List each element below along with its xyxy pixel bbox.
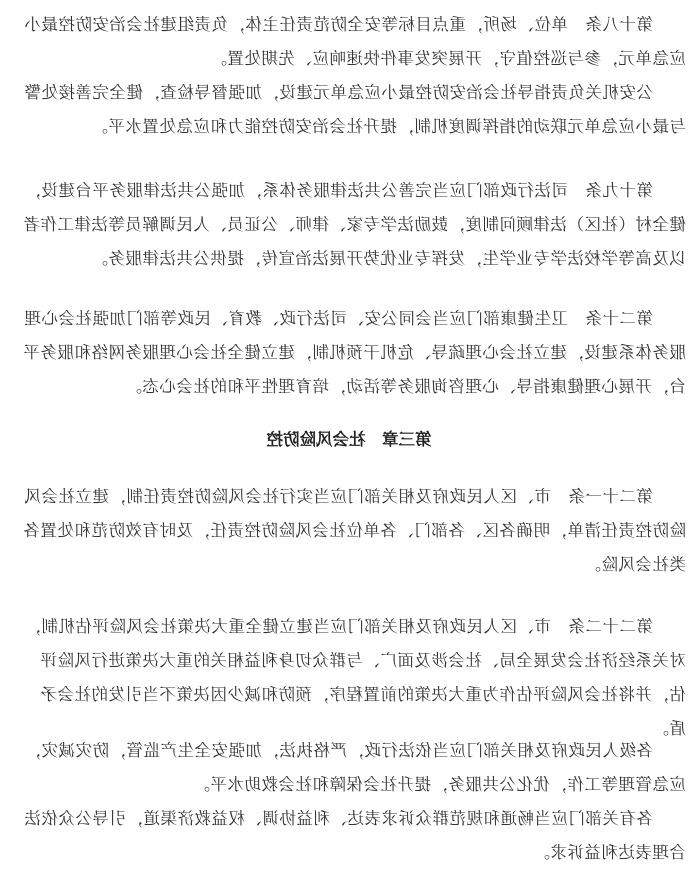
article-20-paragraph: 第二十条 卫生健康部门应当会同公安、司法行政、教育、民政等部门加强社会心理服务体系建设，建立社会心理疏导、危机干预机制，建立健全社会心理服务网络和服务平台，开展心理健康指导、心理咨询服务等活动，培育理性平和的社会心态。 (23, 309, 686, 396)
article-22-paragraph: 第二十二条 市、区人民政府及相关部门应当建立健全重大决策社会风险评估机制，对关系经济社会发展全局、社会涉及面广、与群众切身利益相关的重大决策进行风险评估，并将社会风险评估作为重大决策的前置程序，预防和减少因决策不当引发的社会矛盾。 (24, 617, 686, 738)
chapter-heading: 第三章 社会风险防控 (266, 430, 432, 449)
article-19-paragraph: 第十九条 司法行政部门应当完善公共法律服务体系，加强公共法律服务平台建设，健全村（社区）法律顾问制度，鼓励法学专家、律师、公证员、人民调解员等法律工作者以及高等学校法学专业学生，发挥专业优势开展法治宣传，提供公共法律服务。 (23, 181, 686, 268)
public-appeals-paragraph: 各有关部门应当畅通和规范群众诉求表达、利益协调、权益救济渠道，引导公众依法合理表达利益诉求。 (24, 809, 686, 862)
government-duties-paragraph: 各级人民政府及相关部门应当依法行政，严格执法，加强安全生产监管，防灾减灾，应急管理等工作，优化公共服务，提升社会保障和社会救助水平。 (24, 741, 686, 794)
article-18-public-security-paragraph: 公安机关负责指导社会治安防控最小应急单元建设，加强督导检查，健全完善接处警与最小应急单元联动的指挥调度机制，提升社会治安防控能力和应急处置水平。 (24, 83, 686, 136)
article-18-paragraph: 第十八条 单位、场所，重点目标等安全防范责任主体，负责组建社会治安防控最小应急单元，参与巡控值守，开展突发事件快速响应、先期处置。 (24, 15, 686, 68)
article-21-paragraph: 第二十一条 市、区人民政府及相关部门应当实行社会风险防控责任制，建立社会风险防控责任清单，明确各区、各部门、各单位社会风险防控责任，及时有效防范和处置各类社会风险。 (23, 487, 686, 574)
